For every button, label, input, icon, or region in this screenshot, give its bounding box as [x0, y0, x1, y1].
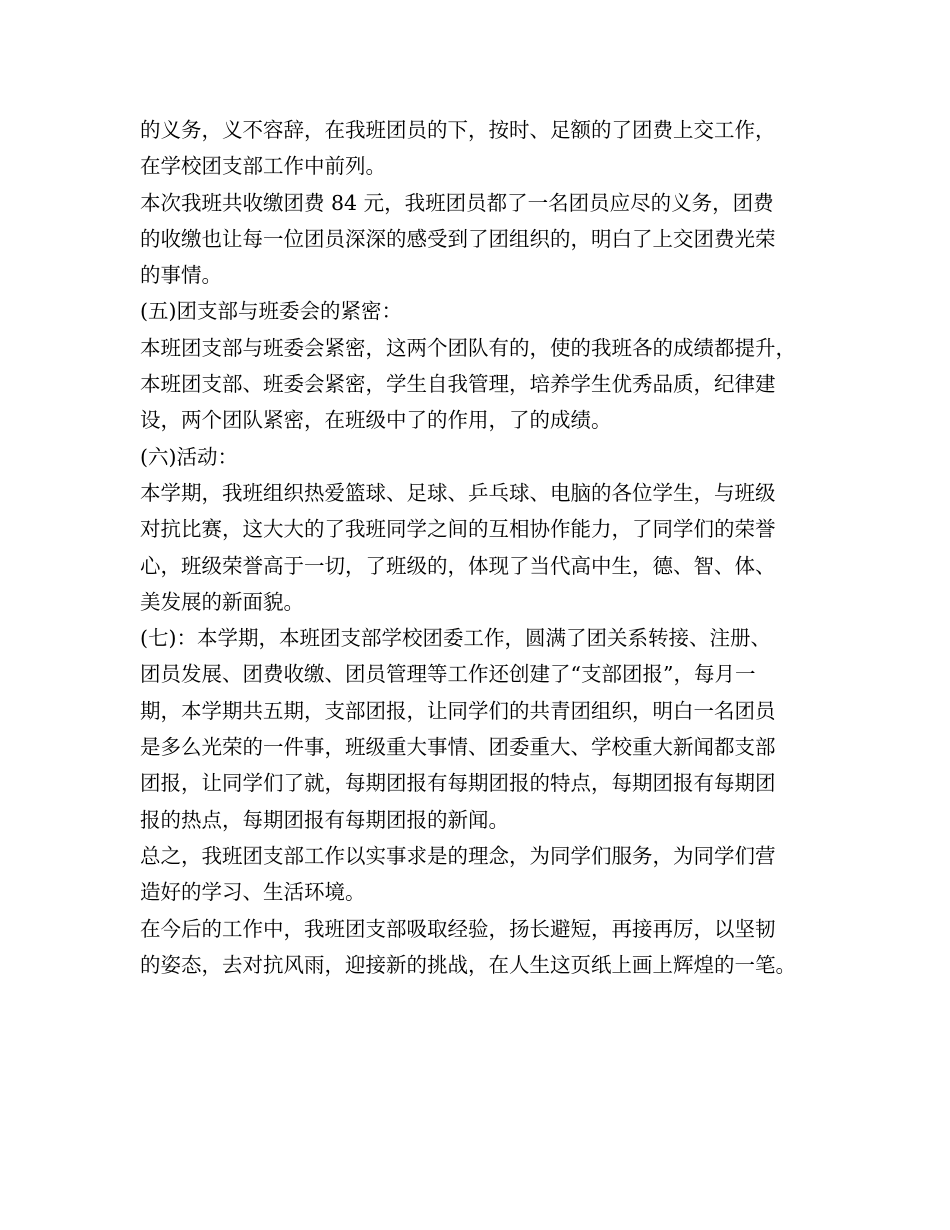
text-line: 在学校团支部工作中前列。 — [140, 154, 386, 179]
paragraph-future-work — [140, 911, 830, 984]
section-heading-six — [140, 439, 830, 475]
paragraph-section-seven — [140, 620, 830, 838]
text-line: 的事情。 — [140, 263, 222, 288]
text-line: 设，两个团队紧密，在班级中了的作用，了的成绩。 — [140, 408, 612, 433]
text-line: 心，班级荣誉高于一切，了班级的，体现了当代高中生，德、智、体、 — [140, 553, 776, 578]
text-line: 本次我班共收缴团费 84 元，我班团员都了一名团员应尽的义务，团费 — [140, 190, 774, 215]
text-line: 本学期，我班组织热爱篮球、足球、乒乓球、电脑的各位学生，与班级 — [140, 480, 776, 505]
paragraph-activities — [140, 475, 830, 620]
text-line: (七)：本学期，本班团支部学校团委工作，圆满了团关系转接、注册、 — [140, 626, 771, 651]
paragraph-branch-committee — [140, 330, 830, 439]
text-line: 对抗比赛，这大大的了我班同学之间的互相协作能力，了同学们的荣誉 — [140, 517, 776, 542]
document-body — [140, 112, 830, 983]
section-heading: (六)活动： — [140, 444, 238, 469]
text-line: 团报，让同学们了就，每期团报有每期团报的特点，每期团报有每期团 — [140, 771, 776, 796]
section-heading: (五)团支部与班委会的紧密： — [140, 299, 402, 324]
text-line: 是多么光荣的一件事，班级重大事情、团委重大、学校重大新闻都支部 — [140, 735, 776, 760]
paragraph-duty-fulfilled — [140, 112, 830, 185]
text-line: 的收缴也让每一位团员深深的感受到了团组织的，明白了上交团费光荣 — [140, 226, 776, 251]
text-line: 的姿态，去对抗风雨，迎接新的挑战，在人生这页纸上画上辉煌的一笔。 — [140, 952, 796, 977]
text-line: 本班团支部与班委会紧密，这两个团队有的，使的我班各的成绩都提升， — [140, 335, 796, 360]
text-line: 报的热点，每期团报有每期团报的新闻。 — [140, 807, 509, 832]
text-line: 造好的学习、生活环境。 — [140, 880, 366, 905]
paragraph-dues-collected — [140, 185, 830, 294]
paragraph-summary — [140, 838, 830, 911]
text-line: 本班团支部、班委会紧密，学生自我管理，培养学生优秀品质，纪律建 — [140, 372, 776, 397]
text-line: 团员发展、团费收缴、团员管理等工作还创建了“支部团报”，每月一 — [140, 662, 756, 687]
text-line: 美发展的新面貌。 — [140, 589, 304, 614]
text-line: 的义务，义不容辞，在我班团员的下，按时、足额的了团费上交工作， — [140, 118, 776, 142]
section-heading-five — [140, 293, 830, 329]
text-line: 在今后的工作中，我班团支部吸取经验，扬长避短，再接再厉，以坚韧 — [140, 916, 776, 941]
text-line: 总之，我班团支部工作以实事求是的理念，为同学们服务，为同学们营 — [140, 843, 776, 868]
text-line: 期，本学期共五期，支部团报，让同学们的共青团组织，明白一名团员 — [140, 698, 776, 723]
